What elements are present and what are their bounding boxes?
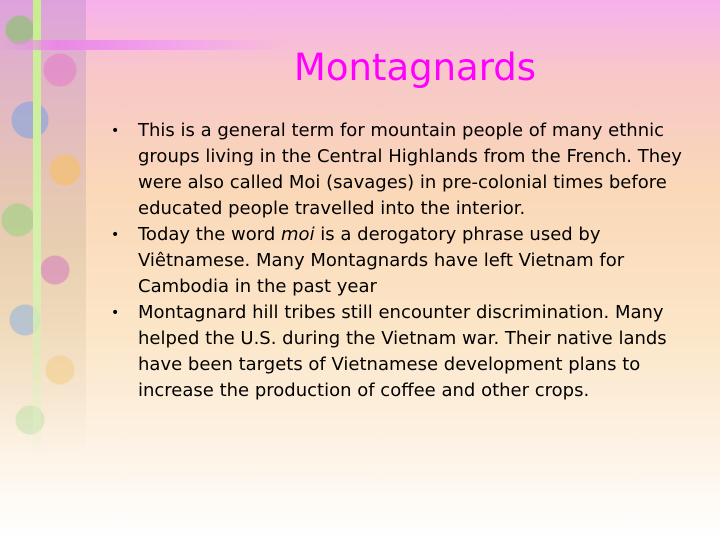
bullet-text-suffix: is a derogatory phrase used by Viêtnamese. Many Montagnards have left Vietnam for Cambodia in the past year [138, 224, 625, 297]
bullet-text-prefix: Today the word [138, 224, 282, 245]
slide-title: Montagnards [293, 46, 537, 89]
decorative-background-strip [0, 0, 86, 455]
bullet-list [108, 118, 708, 404]
decorative-horizontal-bar [0, 40, 290, 50]
bullet-item [108, 222, 708, 300]
bullet-dot-icon: • [111, 305, 120, 321]
bullet-dot-icon: • [111, 123, 120, 139]
bullet-item [108, 118, 708, 222]
bullet-dot-icon: • [111, 227, 120, 243]
bullet-text-italic: moi [281, 224, 315, 245]
bullet-text: Montagnard hill tribes still encounter discrimination. Many helped the U.S. during the Vietnam war. Their native lands have been targets of Vietnamese development plans to increase the production of coffee and other crops. [138, 302, 667, 401]
bullet-item [108, 300, 708, 404]
decorative-vertical-bar [33, 0, 41, 455]
bullet-text: This is a general term for mountain people of many ethnic groups living in the Central Highlands from the French. They were also called Moi (savages) in pre-colonial times before educated people travelled into the interior. [138, 120, 682, 219]
